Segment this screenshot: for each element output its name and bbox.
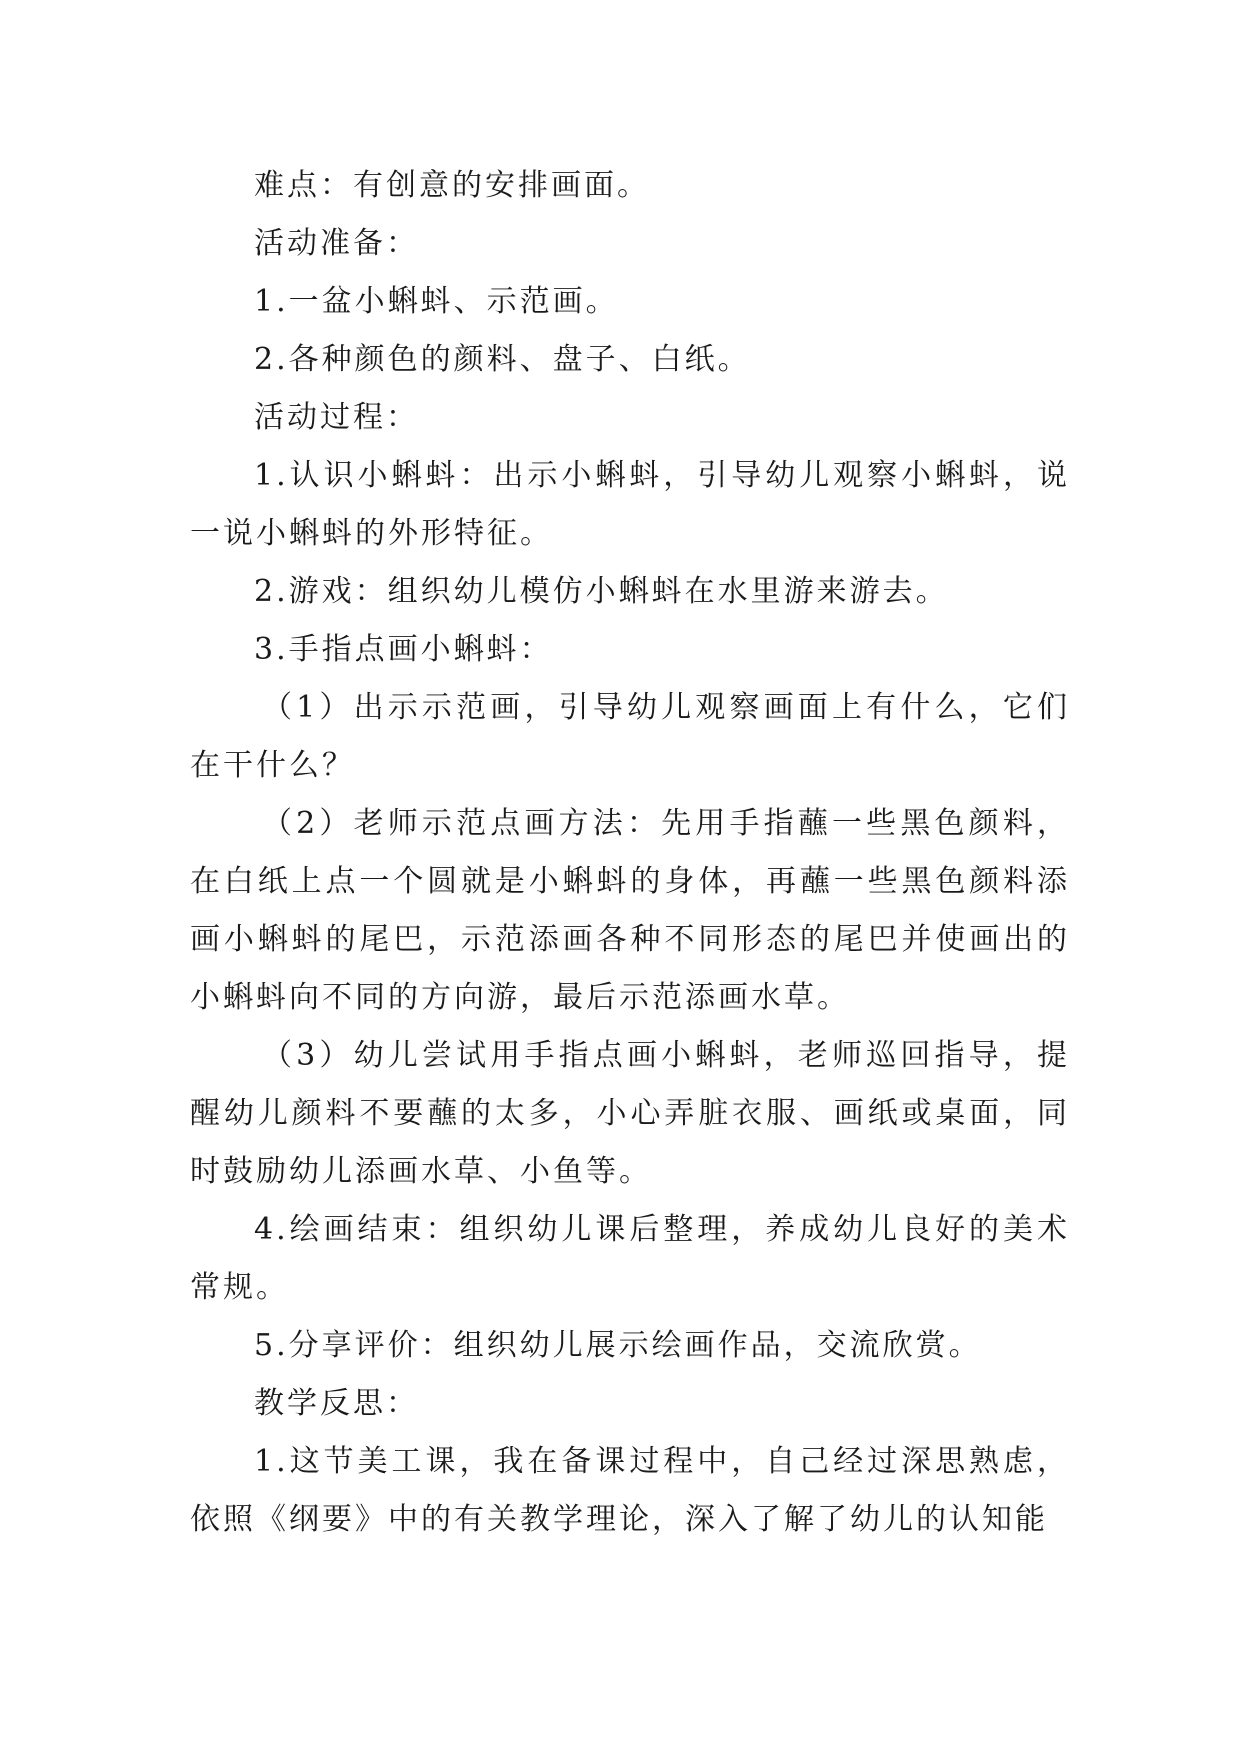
paragraph-process-step-5: 5.分享评价：组织幼儿展示绘画作品，交流欣赏。: [254, 1328, 982, 1363]
document-body: [190, 157, 1070, 1549]
paragraph-prep-item-1: 1.一盆小蝌蚪、示范画。: [254, 284, 619, 319]
paragraph-process-step-2: 2.游戏：组织幼儿模仿小蝌蚪在水里游来游去。: [254, 574, 949, 609]
paragraph-process-step-1: 1.认识小蝌蚪：出示小蝌蚪，引导幼儿观察小蝌蚪，说一说小蝌蚪的外形特征。: [190, 458, 1070, 551]
paragraph-substep-2: （2）老师示范点画方法：先用手指蘸一些黑色颜料，在白纸上点一个圆就是小蝌蚪的身体，再蘸一些黑色颜料添画小蝌蚪的尾巴，示范添画各种不同形态的尾巴并使画出的小蝌蚪向不同的方向游，最后示范添画水草。: [190, 806, 1070, 1015]
heading-teaching-reflection: 教学反思：: [254, 1386, 419, 1421]
heading-activity-process: 活动过程：: [254, 400, 419, 435]
paragraph-reflection-1: 1.这节美工课，我在备课过程中，自己经过深思熟虑，依照《纲要》中的有关教学理论，深入了解了幼儿的认知能: [190, 1444, 1070, 1537]
paragraph-process-step-4: 4.绘画结束：组织幼儿课后整理，养成幼儿良好的美术常规。: [190, 1212, 1070, 1305]
paragraph-difficulty: 难点：有创意的安排画面。: [254, 168, 650, 203]
paragraph-process-step-3: 3.手指点画小蝌蚪：: [254, 632, 553, 667]
paragraph-substep-1: （1）出示示范画，引导幼儿观察画面上有什么，它们在干什么？: [190, 690, 1070, 783]
heading-activity-preparation: 活动准备：: [254, 226, 419, 261]
paragraph-substep-3: （3）幼儿尝试用手指点画小蝌蚪，老师巡回指导，提醒幼儿颜料不要蘸的太多，小心弄脏衣服、画纸或桌面，同时鼓励幼儿添画水草、小鱼等。: [190, 1038, 1070, 1189]
paragraph-prep-item-2: 2.各种颜色的颜料、盘子、白纸。: [254, 342, 751, 377]
